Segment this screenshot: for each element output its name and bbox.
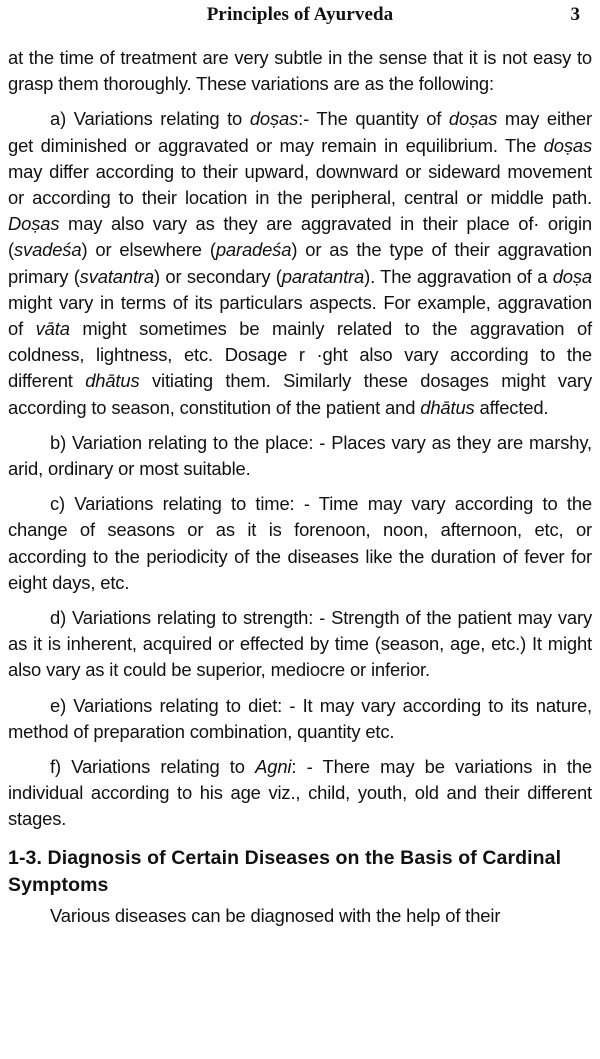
text-run: f) Variations relating to xyxy=(50,756,256,778)
paragraph-variations-strength: d) Variations relating to strength: - Strength of the patient may vary as it is inherent, acquired or effected by time (season, age, etc.) It might also vary as it could be superior, mediocre or inferior. xyxy=(8,607,592,681)
italic-term: svadeśa xyxy=(13,239,82,261)
text-run: affected. xyxy=(474,396,549,418)
page-number: 3 xyxy=(570,4,580,25)
italic-term: doṣas xyxy=(448,108,498,130)
paragraph-variations-diet: e) Variations relating to diet: - It may vary according to its nature, method of preparation combination, quantity etc. xyxy=(8,694,592,742)
text-run: might sometimes be mainly related to the aggravation of coldness, lightness, etc. Dosage r ·ght also vary according to the different xyxy=(8,318,592,392)
italic-term: dhātus xyxy=(85,370,140,392)
text-run: may differ according to their upward, downward or sideward movement or according to their location in the peripheral, central or middle path. xyxy=(8,160,592,209)
text-run: ) or secondary ( xyxy=(153,265,282,287)
paragraph-variations-time: c) Variations relating to time: - Time may vary according to the change of seasons or as it is forenoon, noon, afternoon, etc, or according to the periodicity of the diseases like the duration of fever for eight days, etc. xyxy=(8,493,592,593)
italic-term: doṣa xyxy=(552,265,592,287)
italic-term: dhātus xyxy=(420,396,475,418)
italic-term: svatantra xyxy=(79,265,154,287)
text-run: a) Variations relating to xyxy=(50,108,250,130)
section-heading: 1-3. Diagnosis of Certain Diseases on the Basis of Cardinal Symptoms xyxy=(8,846,562,896)
italic-term: Doṣas xyxy=(8,213,60,235)
italic-term: doṣas xyxy=(543,134,592,156)
text-run: :- The quantity of xyxy=(298,108,449,130)
text-run: ). The aggravation of a xyxy=(364,265,553,287)
italic-term: paradeśa xyxy=(215,239,292,261)
text-run: : - There may be variations in the individual according to his age viz., child, youth, old and their different stages. xyxy=(8,756,592,830)
paragraph-variations-agni xyxy=(8,754,592,833)
italic-term: paratantra xyxy=(281,265,365,287)
italic-term: vāta xyxy=(35,318,70,340)
section-first-paragraph: Various diseases can be diagnosed with the help of their xyxy=(50,904,501,926)
running-head: Principles of Ayurveda xyxy=(206,4,394,25)
paragraph-variations-place: b) Variation relating to the place: - Places vary as they are marshy, arid, ordinary or most suitable. xyxy=(8,431,592,480)
text-run: ) or as the type of their aggravation primary ( xyxy=(8,239,593,287)
intro-paragraph: at the time of treatment are very subtle in the sense that it is not easy to grasp them thoroughly. These variations are as the following: xyxy=(8,47,592,95)
text-run: might vary in terms of its particulars aspects. For example, aggravation of xyxy=(8,291,592,340)
text-run: may also vary as they are aggravated in their place of· origin ( xyxy=(8,213,592,261)
italic-term: doṣas xyxy=(249,108,299,130)
italic-term: Agni xyxy=(255,756,292,778)
page-body xyxy=(8,45,592,929)
text-run: may either get diminished or aggravated or may remain in equilibrium. The xyxy=(8,108,592,156)
text-run: ) or elsewhere ( xyxy=(81,239,216,261)
page-header xyxy=(0,4,600,30)
text-run: vitiating them. Similarly these dosages might vary according to season, constitution of the patient and xyxy=(8,370,592,418)
paragraph-variations-dosas xyxy=(8,106,592,420)
